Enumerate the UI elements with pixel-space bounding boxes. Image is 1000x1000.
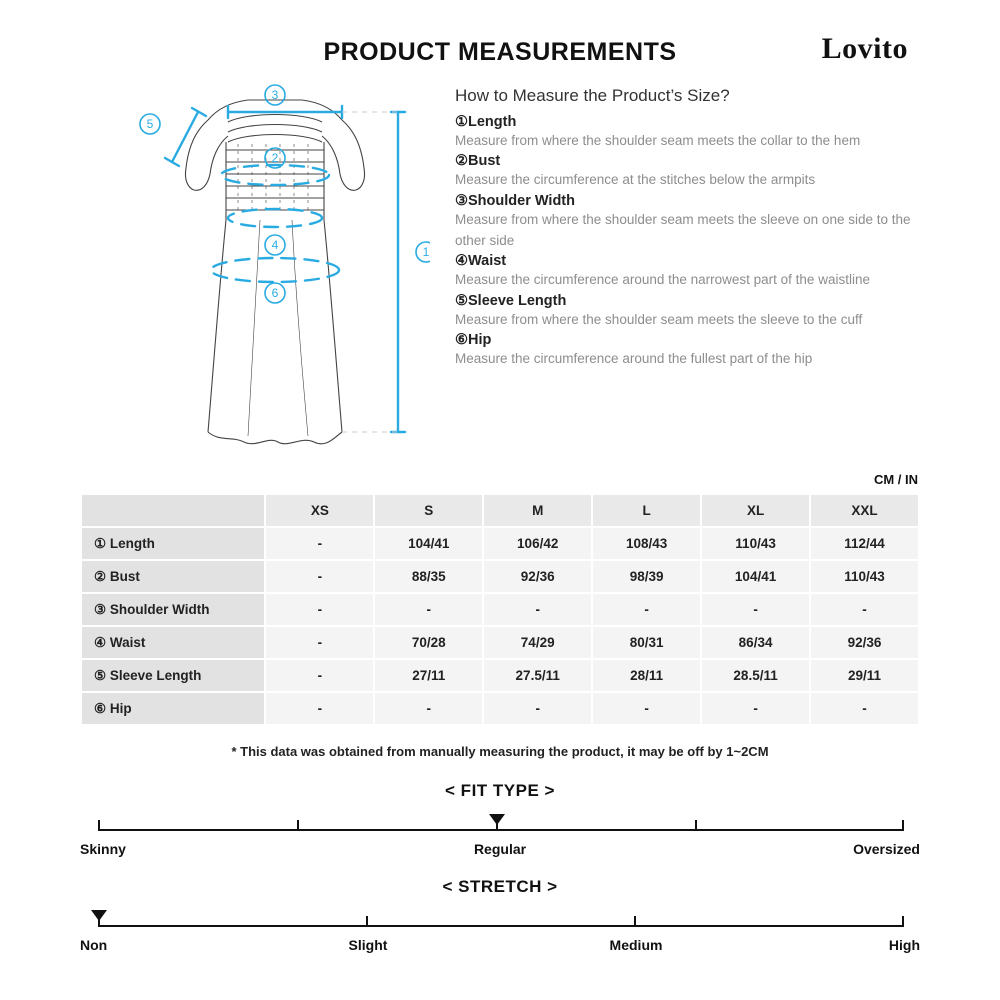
cell-hip-s: -	[374, 692, 483, 725]
row-label-bust: ② Bust	[81, 560, 265, 593]
cell-bust-l: 98/39	[592, 560, 701, 593]
row-label-length: ① Length	[81, 527, 265, 560]
table-row	[81, 659, 919, 692]
table-row	[81, 560, 919, 593]
stretch-scale	[80, 903, 920, 969]
cell-sleeve-xs: -	[265, 659, 374, 692]
stretch-tick-medium	[634, 916, 636, 927]
howto-item-title-sleeve-length	[455, 293, 935, 309]
column-header-l: L	[592, 494, 701, 527]
howto-num-6: ⑥	[455, 331, 468, 348]
svg-text:2: 2	[271, 151, 279, 165]
cell-length-s: 104/41	[374, 527, 483, 560]
column-header-m: M	[483, 494, 592, 527]
row-label-waist: ④ Waist	[81, 626, 265, 659]
measurement-guide-section	[0, 80, 1000, 470]
cell-waist-l: 80/31	[592, 626, 701, 659]
stretch-label-slight: Slight	[348, 937, 388, 953]
cell-hip-m: -	[483, 692, 592, 725]
cell-bust-s: 88/35	[374, 560, 483, 593]
row-label-hip: ⑥ Hip	[81, 692, 265, 725]
howto-desc-shoulder-width: Measure from where the shoulder seam meets the sleeve on one side to the other side	[455, 211, 911, 248]
fit-type-tick-skinny	[98, 820, 100, 831]
cell-length-m: 106/42	[483, 527, 592, 560]
howto-num-1: ①	[455, 114, 468, 130]
howto-name-4: Waist	[468, 253, 507, 270]
howto-desc-length: Measure from where the shoulder seam meets the collar to the hem	[455, 133, 861, 148]
how-to-measure-panel	[455, 86, 935, 370]
stretch-selected-marker	[91, 910, 107, 921]
cell-shoulder-s: -	[374, 593, 483, 626]
fit-type-tick-oversized	[902, 820, 904, 831]
column-header-xs: XS	[265, 494, 374, 527]
table-row	[81, 626, 919, 659]
cell-shoulder-xl: -	[701, 593, 810, 626]
howto-item-title-shoulder-width	[455, 193, 935, 209]
svg-text:6: 6	[271, 286, 279, 300]
page-header	[0, 0, 1000, 80]
cell-bust-xs: -	[265, 560, 374, 593]
howto-desc-bust: Measure the circumference at the stitches below the armpits	[455, 172, 816, 188]
cell-length-xs: -	[265, 527, 374, 560]
size-table-wrapper	[0, 493, 1000, 726]
table-row	[81, 593, 919, 626]
row-label-shoulder-width: ③ Shoulder Width	[81, 593, 265, 626]
stretch-label-medium: Medium	[609, 937, 663, 953]
svg-text:4: 4	[271, 238, 279, 252]
cell-hip-l: -	[592, 692, 701, 725]
howto-name-1: Length	[468, 114, 517, 130]
svg-text:1: 1	[422, 245, 430, 259]
cell-waist-xxl: 92/36	[810, 626, 919, 659]
howto-name-2: Bust	[468, 153, 501, 170]
table-corner-cell	[81, 494, 265, 527]
page-title: PRODUCT MEASUREMENTS	[323, 38, 677, 66]
stretch-title: < STRETCH >	[442, 877, 558, 896]
fit-type-section	[0, 781, 1000, 873]
cell-shoulder-l: -	[592, 593, 701, 626]
fit-type-title: < FIT TYPE >	[445, 781, 555, 800]
howto-item-title-hip	[455, 332, 935, 348]
fit-type-scale	[80, 807, 920, 873]
cell-hip-xl: -	[701, 692, 810, 725]
howto-item-title-bust	[455, 153, 935, 169]
stretch-tick-slight	[366, 916, 368, 927]
units-label: CM / IN	[873, 472, 918, 487]
garment-diagram-svg	[120, 80, 430, 470]
cell-bust-xxl: 110/43	[810, 560, 919, 593]
cell-waist-s: 70/28	[374, 626, 483, 659]
cell-bust-xl: 104/41	[701, 560, 810, 593]
brand-logo: Lovito	[821, 32, 908, 65]
garment-diagram	[120, 80, 430, 470]
column-header-xxl: XXL	[810, 494, 919, 527]
cell-sleeve-xxl: 29/11	[810, 659, 919, 692]
howto-num-5: ⑤	[455, 292, 468, 309]
cell-shoulder-m: -	[483, 593, 592, 626]
howto-name-6: Hip	[468, 331, 492, 348]
stretch-section	[0, 877, 1000, 969]
table-row	[81, 692, 919, 725]
howto-name-5: Sleeve Length	[468, 292, 567, 309]
fit-type-label-skinny: Skinny	[80, 841, 126, 857]
table-row	[81, 527, 919, 560]
row-label-sleeve-length: ⑤ Sleeve Length	[81, 659, 265, 692]
how-to-measure-heading: How to Measure the Product’s Size?	[455, 86, 730, 105]
howto-item-title-waist	[455, 253, 935, 269]
fit-type-label-regular: Regular	[473, 841, 527, 857]
howto-num-2: ②	[455, 153, 468, 170]
fit-type-axis	[98, 829, 902, 831]
stretch-tick-high	[902, 916, 904, 927]
cell-bust-m: 92/36	[483, 560, 592, 593]
cell-length-xl: 110/43	[701, 527, 810, 560]
cell-waist-xs: -	[265, 626, 374, 659]
stretch-label-non: Non	[80, 937, 108, 953]
fit-type-tick-2	[297, 820, 299, 831]
fit-type-label-oversized: Oversized	[853, 841, 920, 857]
howto-desc-waist: Measure the circumference around the narrowest part of the waistline	[455, 272, 870, 288]
cell-length-xxl: 112/44	[810, 527, 919, 560]
cell-shoulder-xxl: -	[810, 593, 919, 626]
cell-hip-xs: -	[265, 692, 374, 725]
svg-text:3: 3	[271, 88, 279, 102]
stretch-axis	[98, 925, 902, 927]
fit-type-tick-4	[695, 820, 697, 831]
howto-num-3: ③	[455, 192, 468, 209]
stretch-label-high: High	[888, 937, 920, 953]
cell-shoulder-xs: -	[265, 593, 374, 626]
cell-sleeve-xl: 28.5/11	[701, 659, 810, 692]
cell-waist-xl: 86/34	[701, 626, 810, 659]
svg-text:5: 5	[146, 117, 154, 131]
fit-type-selected-marker	[489, 814, 505, 825]
howto-name-3: Shoulder Width	[468, 192, 575, 209]
cell-hip-xxl: -	[810, 692, 919, 725]
howto-desc-hip: Measure the circumference around the fullest part of the hip	[455, 350, 813, 366]
table-header-row	[81, 494, 919, 527]
cell-sleeve-m: 27.5/11	[483, 659, 592, 692]
column-header-xl: XL	[701, 494, 810, 527]
howto-num-4: ④	[455, 253, 468, 270]
size-chart-table	[80, 493, 920, 726]
cell-waist-m: 74/29	[483, 626, 592, 659]
measurement-disclaimer: * This data was obtained from manually measuring the product, it may be off by 1~2CM	[231, 744, 769, 759]
column-header-s: S	[374, 494, 483, 527]
cell-length-l: 108/43	[592, 527, 701, 560]
howto-item-title-length	[455, 114, 935, 130]
cell-sleeve-l: 28/11	[592, 659, 701, 692]
howto-desc-sleeve-length: Measure from where the shoulder seam meets the sleeve to the cuff	[455, 311, 863, 327]
cell-sleeve-s: 27/11	[374, 659, 483, 692]
